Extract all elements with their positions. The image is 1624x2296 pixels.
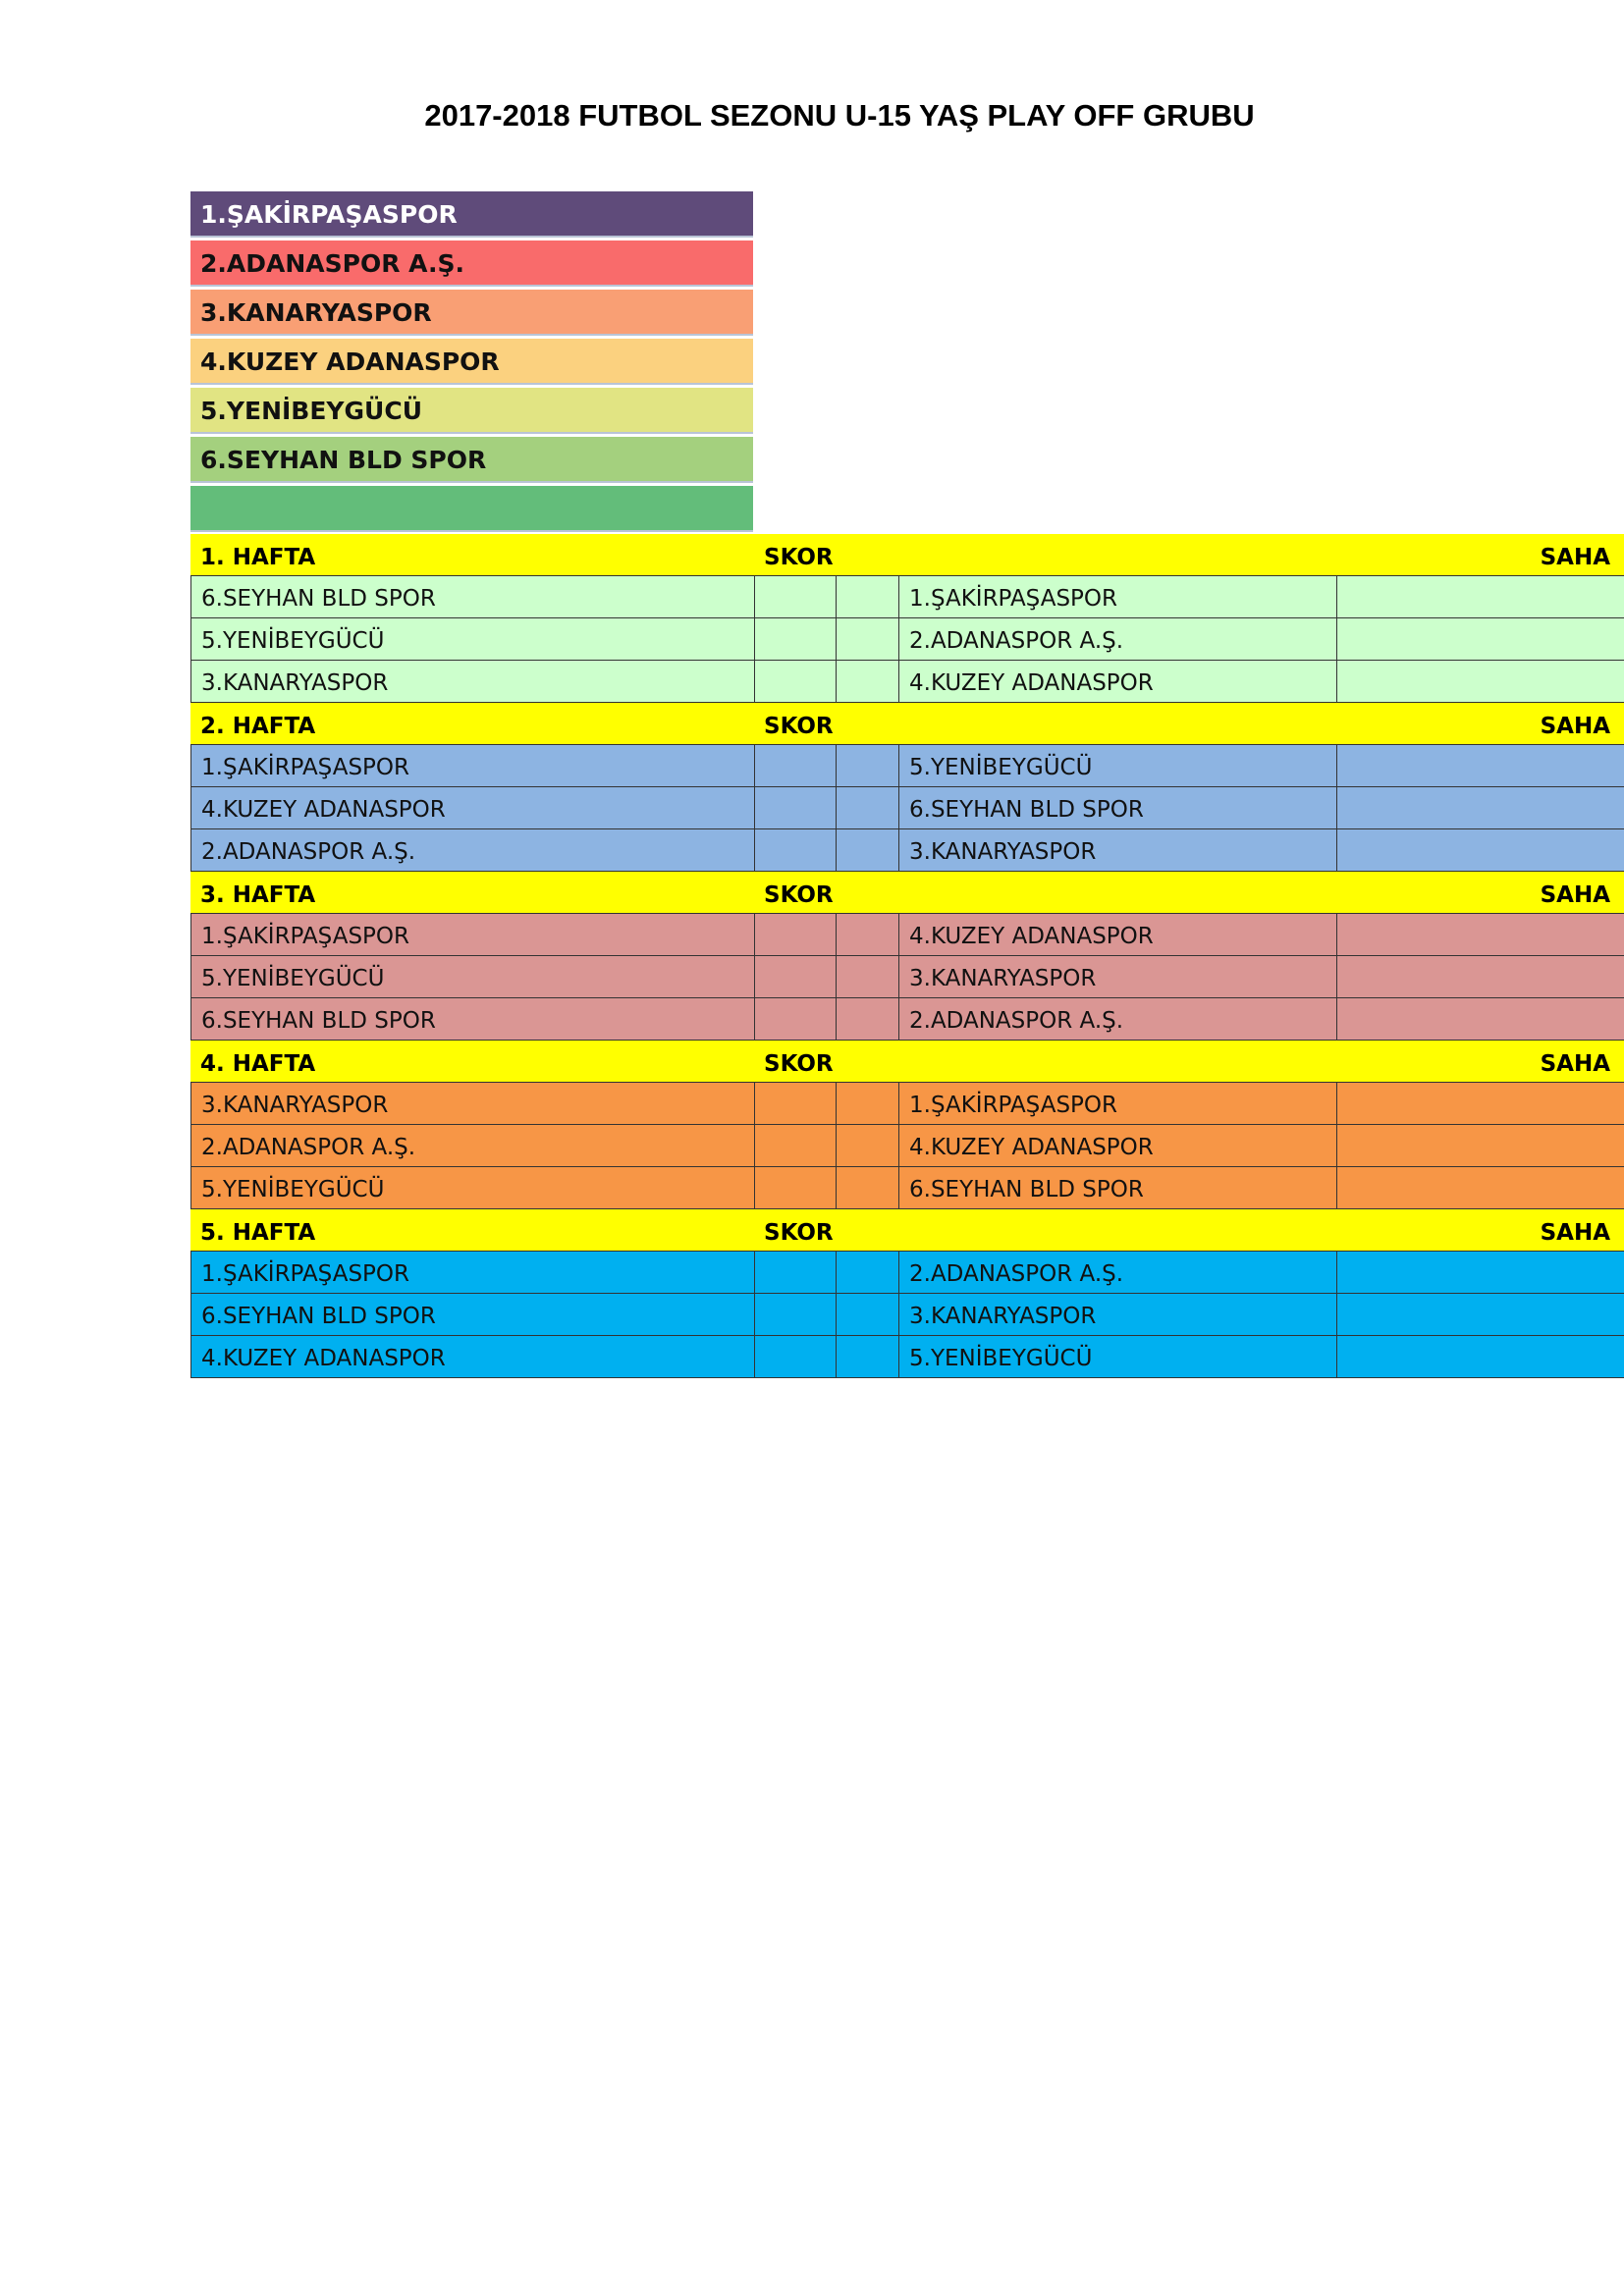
field-cell[interactable] [1336, 956, 1624, 997]
home-score-cell[interactable] [754, 829, 836, 871]
field-cell[interactable] [1336, 576, 1624, 617]
home-team: 1.ŞAKİRPAŞASPOR [190, 914, 754, 955]
field-cell[interactable] [1336, 1125, 1624, 1166]
home-team: 4.KUZEY ADANASPOR [190, 1336, 754, 1377]
home-score-cell[interactable] [754, 1125, 836, 1166]
away-score-cell[interactable] [836, 618, 898, 660]
match-row [190, 787, 1624, 829]
match-row [190, 998, 1624, 1041]
away-score-cell[interactable] [836, 1125, 898, 1166]
field-cell[interactable] [1336, 1252, 1624, 1293]
field-header: SAHA [1540, 1051, 1610, 1077]
week-header [190, 1209, 1624, 1252]
team-band-5: 5.YENİBEYGÜCÜ [190, 388, 753, 434]
away-team: 6.SEYHAN BLD SPOR [898, 787, 1336, 828]
field-header: SAHA [1540, 882, 1610, 908]
week-header [190, 1041, 1624, 1083]
home-score-cell[interactable] [754, 618, 836, 660]
home-score-cell[interactable] [754, 1083, 836, 1124]
home-team: 3.KANARYASPOR [190, 661, 754, 702]
away-score-cell[interactable] [836, 1167, 898, 1208]
away-score-cell[interactable] [836, 1294, 898, 1335]
match-row [190, 956, 1624, 998]
week-4 [190, 1041, 1624, 1209]
field-header: SAHA [1540, 545, 1610, 570]
score-header: SKOR [764, 545, 834, 570]
away-score-cell[interactable] [836, 787, 898, 828]
week-label: 1. HAFTA [200, 545, 316, 570]
field-header: SAHA [1540, 714, 1610, 739]
home-team: 1.ŞAKİRPAŞASPOR [190, 745, 754, 786]
home-team: 2.ADANASPOR A.Ş. [190, 1125, 754, 1166]
week-header [190, 534, 1624, 576]
away-team: 4.KUZEY ADANASPOR [898, 914, 1336, 955]
home-score-cell[interactable] [754, 1252, 836, 1293]
week-3 [190, 872, 1624, 1041]
home-score-cell[interactable] [754, 1336, 836, 1377]
team-band-1: 1.ŞAKİRPAŞASPOR [190, 191, 753, 238]
away-team: 1.ŞAKİRPAŞASPOR [898, 576, 1336, 617]
home-score-cell[interactable] [754, 998, 836, 1040]
home-score-cell[interactable] [754, 576, 836, 617]
away-score-cell[interactable] [836, 914, 898, 955]
team-band-empty [190, 486, 753, 532]
away-score-cell[interactable] [836, 576, 898, 617]
week-label: 3. HAFTA [200, 882, 316, 908]
home-team: 6.SEYHAN BLD SPOR [190, 576, 754, 617]
score-header: SKOR [764, 1220, 834, 1246]
week-label: 4. HAFTA [200, 1051, 316, 1077]
week-label: 2. HAFTA [200, 714, 316, 739]
team-band-2: 2.ADANASPOR A.Ş. [190, 240, 753, 287]
home-score-cell[interactable] [754, 787, 836, 828]
home-team: 1.ŞAKİRPAŞASPOR [190, 1252, 754, 1293]
team-band-3: 3.KANARYASPOR [190, 290, 753, 336]
field-cell[interactable] [1336, 1294, 1624, 1335]
field-header: SAHA [1540, 1220, 1610, 1246]
fixture-table [190, 534, 1624, 1378]
home-score-cell[interactable] [754, 661, 836, 702]
home-score-cell[interactable] [754, 745, 836, 786]
away-team: 2.ADANASPOR A.Ş. [898, 998, 1336, 1040]
away-score-cell[interactable] [836, 1083, 898, 1124]
team-band-6: 6.SEYHAN BLD SPOR [190, 437, 753, 483]
field-cell[interactable] [1336, 1336, 1624, 1377]
match-row [190, 1125, 1624, 1167]
away-score-cell[interactable] [836, 998, 898, 1040]
away-score-cell[interactable] [836, 1336, 898, 1377]
week-2 [190, 703, 1624, 872]
away-score-cell[interactable] [836, 956, 898, 997]
home-score-cell[interactable] [754, 956, 836, 997]
field-cell[interactable] [1336, 1167, 1624, 1208]
home-team: 5.YENİBEYGÜCÜ [190, 618, 754, 660]
away-score-cell[interactable] [836, 829, 898, 871]
away-team: 3.KANARYASPOR [898, 1294, 1336, 1335]
match-row [190, 1336, 1624, 1378]
home-score-cell[interactable] [754, 1167, 836, 1208]
field-cell[interactable] [1336, 745, 1624, 786]
field-cell[interactable] [1336, 787, 1624, 828]
home-score-cell[interactable] [754, 914, 836, 955]
team-list [190, 191, 753, 535]
home-team: 5.YENİBEYGÜCÜ [190, 1167, 754, 1208]
home-team: 3.KANARYASPOR [190, 1083, 754, 1124]
field-cell[interactable] [1336, 1083, 1624, 1124]
home-score-cell[interactable] [754, 1294, 836, 1335]
away-score-cell[interactable] [836, 1252, 898, 1293]
match-row [190, 914, 1624, 956]
away-team: 5.YENİBEYGÜCÜ [898, 1336, 1336, 1377]
field-cell[interactable] [1336, 914, 1624, 955]
home-team: 4.KUZEY ADANASPOR [190, 787, 754, 828]
score-header: SKOR [764, 1051, 834, 1077]
match-row [190, 829, 1624, 872]
away-score-cell[interactable] [836, 661, 898, 702]
match-row [190, 1252, 1624, 1294]
week-header [190, 872, 1624, 914]
home-team: 5.YENİBEYGÜCÜ [190, 956, 754, 997]
match-row [190, 745, 1624, 787]
week-header [190, 703, 1624, 745]
match-row [190, 1167, 1624, 1209]
home-team: 6.SEYHAN BLD SPOR [190, 998, 754, 1040]
match-row [190, 576, 1624, 618]
field-cell[interactable] [1336, 661, 1624, 702]
week-label: 5. HAFTA [200, 1220, 316, 1246]
away-team: 6.SEYHAN BLD SPOR [898, 1167, 1336, 1208]
away-team: 2.ADANASPOR A.Ş. [898, 618, 1336, 660]
field-cell[interactable] [1336, 829, 1624, 871]
away-team: 3.KANARYASPOR [898, 956, 1336, 997]
away-team: 4.KUZEY ADANASPOR [898, 661, 1336, 702]
away-score-cell[interactable] [836, 745, 898, 786]
week-5 [190, 1209, 1624, 1378]
field-cell[interactable] [1336, 998, 1624, 1040]
score-header: SKOR [764, 714, 834, 739]
home-team: 2.ADANASPOR A.Ş. [190, 829, 754, 871]
match-row [190, 1294, 1624, 1336]
away-team: 4.KUZEY ADANASPOR [898, 1125, 1336, 1166]
score-header: SKOR [764, 882, 834, 908]
match-row [190, 1083, 1624, 1125]
match-row [190, 618, 1624, 661]
away-team: 1.ŞAKİRPAŞASPOR [898, 1083, 1336, 1124]
match-row [190, 661, 1624, 703]
away-team: 5.YENİBEYGÜCÜ [898, 745, 1336, 786]
away-team: 3.KANARYASPOR [898, 829, 1336, 871]
home-team: 6.SEYHAN BLD SPOR [190, 1294, 754, 1335]
page-title: 2017-2018 FUTBOL SEZONU U-15 YAŞ PLAY OFF GRUBU [424, 98, 1255, 133]
away-team: 2.ADANASPOR A.Ş. [898, 1252, 1336, 1293]
team-band-4: 4.KUZEY ADANASPOR [190, 339, 753, 385]
week-1 [190, 534, 1624, 703]
field-cell[interactable] [1336, 618, 1624, 660]
